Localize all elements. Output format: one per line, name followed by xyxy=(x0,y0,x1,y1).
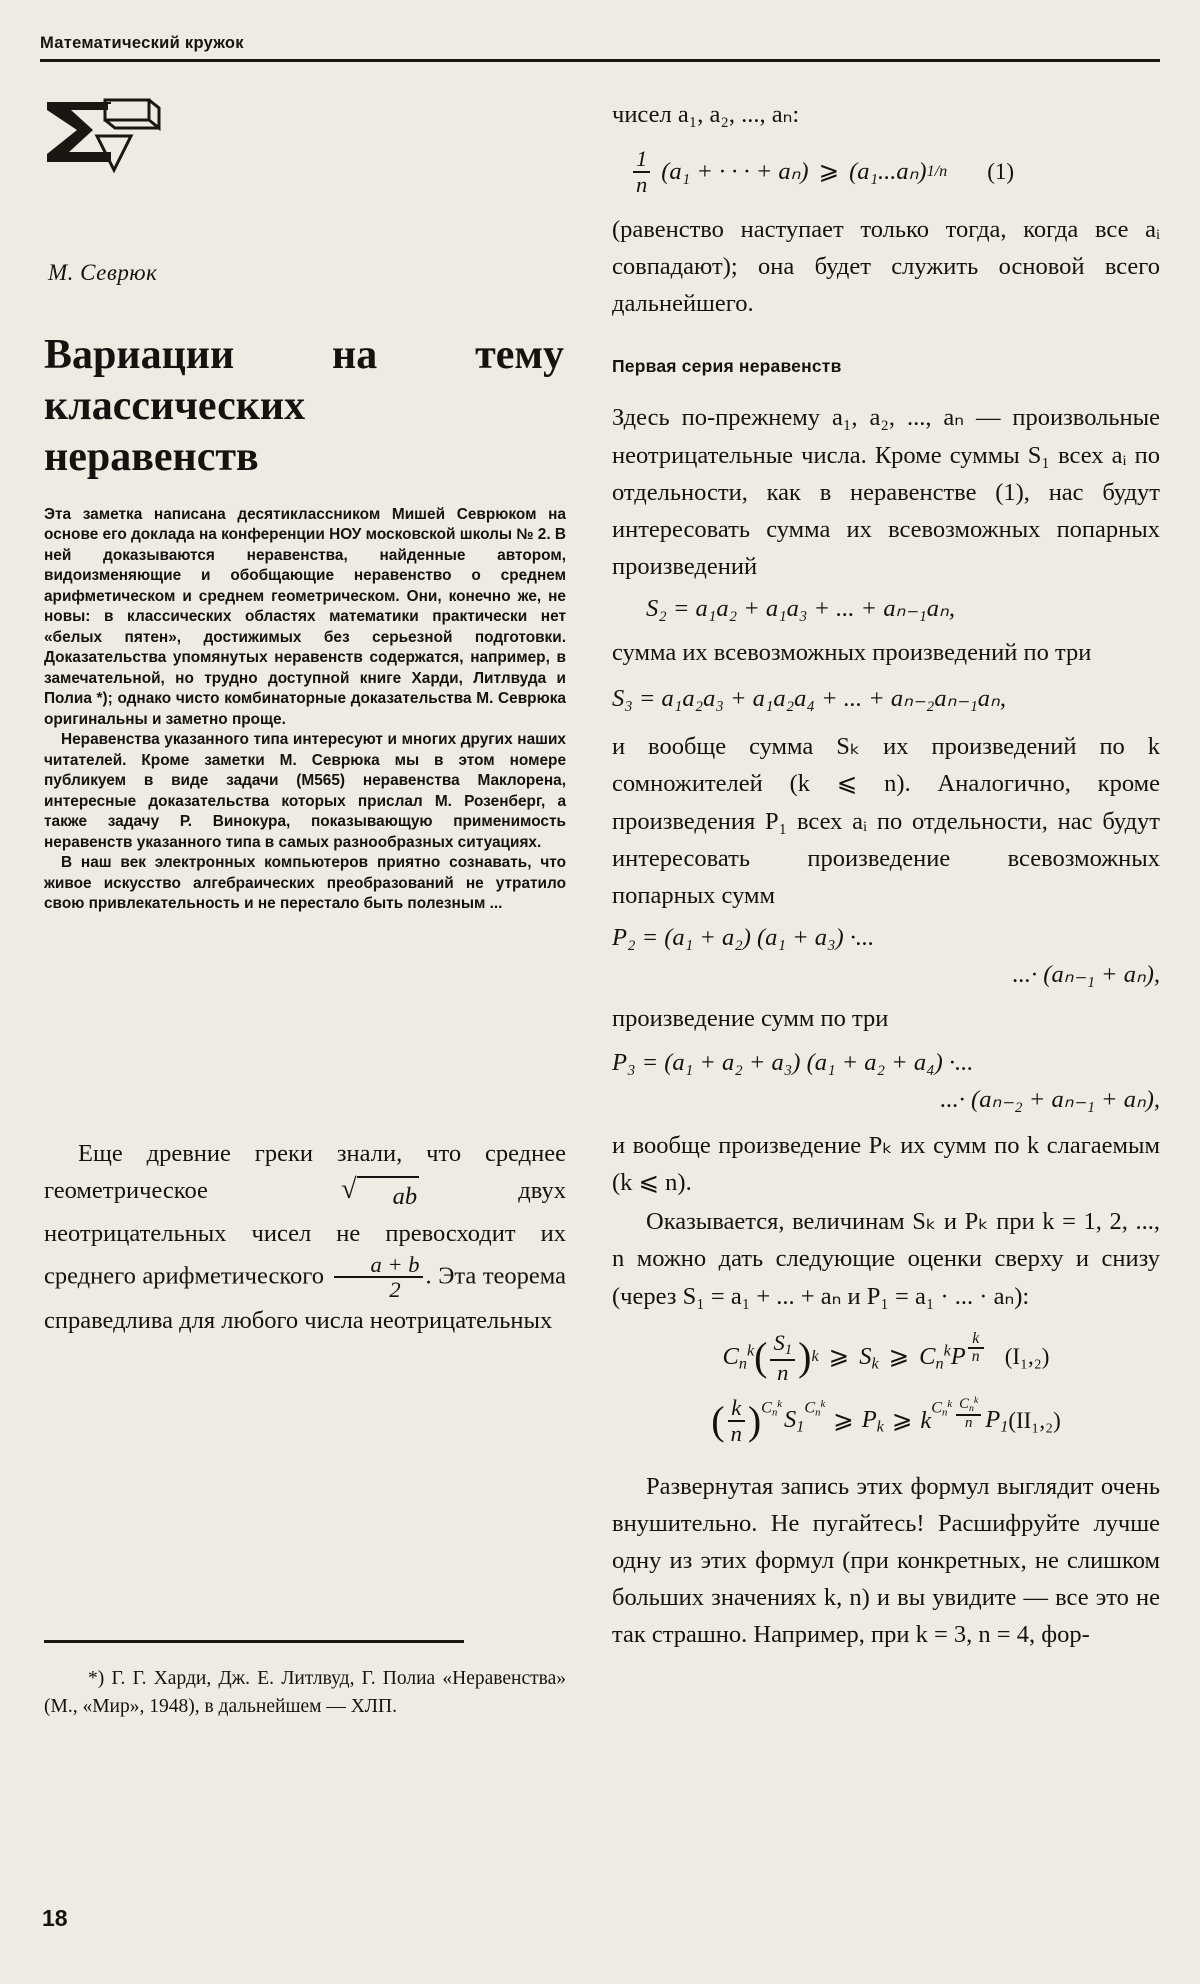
header-divider xyxy=(40,59,1160,62)
title-line-1 xyxy=(44,330,564,381)
radicand: ab xyxy=(357,1176,420,1215)
title-line-2: классических xyxy=(44,383,306,430)
equation-II-exp-num: $C_n^k$ xyxy=(959,1395,979,1415)
equation-p3-line-1-text: P₃ = (a₁ + a₂ + a₃) (a₁ + a₂ + a₄) ·... xyxy=(612,1049,974,1077)
equation-I-paren-open: ( xyxy=(754,1334,768,1380)
right-paragraph-4-text: произведение сумм по три xyxy=(612,1004,889,1032)
paragraph-after-eq1-text: (равенство наступает только тогда, когда все aᵢ совпадают); она будет служить основой всего дальнейшего. xyxy=(612,215,1160,318)
eq1-right-side: (a₁...aₙ) xyxy=(849,157,927,185)
equation-I-frac-num: $S_1$ xyxy=(773,1329,793,1358)
equation-II-P1: $P_1$ xyxy=(985,1405,1009,1436)
left-body-paragraph xyxy=(44,1135,566,1339)
equation-II-k-exponent: $C_n^k$ xyxy=(931,1398,953,1419)
right-paragraph-7 xyxy=(612,1468,1160,1654)
equation-II-frac-den: n xyxy=(730,1420,742,1446)
paragraph-after-eq1 xyxy=(612,211,1160,323)
equation-I-C: $C_n^k$ xyxy=(722,1342,755,1373)
equation-II-number: (II₁,₂) xyxy=(1008,1407,1061,1433)
right-paragraph-1 xyxy=(612,399,1160,585)
left-column-body xyxy=(44,1135,566,1339)
equation-p3-line-1 xyxy=(612,1045,1160,1082)
equation-II-exponent-C: $C_n^k$ xyxy=(761,1398,782,1419)
fraction-numerator: a + b xyxy=(370,1251,420,1277)
equation-II-S1-exponent: $C_n^k$ xyxy=(804,1398,826,1419)
title-line-3: неравенств xyxy=(44,434,259,481)
equation-II-Pk: $P_k$ xyxy=(861,1405,884,1436)
equation-I-exp-num: k xyxy=(972,1329,980,1347)
running-head-label: Математический кружок xyxy=(40,34,244,52)
intro-paragraph-3: В наш век электронных компьютеров приятно сознавать, что живое искусство алгебраических преобразований не утратило свою привлекательность и не перестало быть полезным ... xyxy=(44,854,566,913)
equation-I-fraction xyxy=(770,1331,795,1384)
equation-II-rel-1: ⩾ xyxy=(833,1406,854,1434)
equation-II-exp-den: n xyxy=(964,1415,973,1432)
equation-p3-line-2-text: ...· (aₙ₋₂ + aₙ₋₁ + aₙ), xyxy=(940,1085,1160,1113)
equation-s2 xyxy=(612,591,1160,628)
right-paragraph-6 xyxy=(612,1203,1160,1315)
equation-1-number: (1) xyxy=(987,158,1015,184)
author-byline: М. Севрюк xyxy=(48,260,158,285)
equation-s3-text: S₃ = a₁a₂a₃ + a₁a₂a₄ + ... + aₙ₋₂aₙ₋₁aₙ, xyxy=(612,685,1006,713)
footnote-divider xyxy=(44,1640,464,1643)
eq1-frac-denominator: n xyxy=(636,171,648,197)
equation-I-CP: $C_n^kP$ xyxy=(919,1342,966,1373)
equation-I-paren-close: ) xyxy=(798,1334,812,1380)
equation-I-rel-2: ⩾ xyxy=(888,1343,910,1371)
equation-II-paren-close: ) xyxy=(747,1397,762,1443)
footnote-marker: *) xyxy=(88,1668,105,1689)
left-body-part-2: двух неотрицательных чисел не превосходит их среднего арифметического xyxy=(44,1177,566,1289)
equation-I-frac-den: n xyxy=(777,1359,789,1385)
equation-p2-line-2 xyxy=(612,957,1160,994)
equation-s3 xyxy=(612,681,1160,718)
editorial-intro xyxy=(44,505,566,915)
title-word-1: Вариации xyxy=(44,332,235,378)
equation-I xyxy=(612,1331,1160,1384)
title-word-2: на xyxy=(332,332,378,378)
section-subhead: Первая серия неравенств xyxy=(612,356,842,377)
equation-II-exp-fraction xyxy=(956,1396,981,1432)
eq1-exponent: 1/n xyxy=(926,162,948,180)
right-paragraph-3 xyxy=(612,728,1160,914)
equation-I-rel-1: ⩾ xyxy=(828,1343,850,1371)
right-lead-in xyxy=(612,96,1160,133)
footnote xyxy=(44,1665,566,1722)
right-paragraph-1-text: Здесь по-прежнему a₁, a₂, ..., aₙ — произвольные неотрицательные числа. Кроме суммы S₁ всех aᵢ по отдельности, как в неравенстве (1), нас будут интересовать сумма их всевозможных попарных произведений xyxy=(612,404,1160,581)
right-column xyxy=(612,96,1160,1654)
equation-II xyxy=(612,1396,1160,1445)
page-number: 18 xyxy=(42,1905,68,1931)
title-word-3: тему xyxy=(475,332,564,378)
equation-I-exp-den: n xyxy=(971,1348,980,1366)
left-body-part-3: . Эта теорема справедлива для любого числа неотрицательных xyxy=(44,1262,566,1335)
fraction-denominator: 2 xyxy=(389,1277,401,1303)
running-head xyxy=(40,34,1160,62)
article-title xyxy=(44,330,564,484)
equation-II-paren-open: ( xyxy=(711,1397,725,1443)
right-paragraph-3-text: и вообще сумма Sₖ их произведений по k сомножителей (k ⩽ n). Аналогично, кроме произведения P₁ всех aᵢ по отдельности, нас будут интересовать произведение всевозможных попарных сумм xyxy=(612,733,1160,910)
right-paragraph-4 xyxy=(612,1000,1160,1037)
right-paragraph-2-text: сумма их всевозможных произведений по три xyxy=(612,639,1092,667)
equation-I-exponent-k: k xyxy=(811,1348,819,1366)
footnote-paragraph xyxy=(44,1665,566,1722)
radical-sign: √ xyxy=(341,1174,357,1206)
equation-I-Sk: $S_k$ xyxy=(859,1342,879,1373)
equation-1 xyxy=(612,147,1160,196)
right-paragraph-2 xyxy=(612,634,1160,671)
equation-II-fraction xyxy=(728,1396,745,1445)
equation-I-exp-fraction xyxy=(968,1331,984,1366)
equation-p2-line-1 xyxy=(612,920,1160,957)
equation-I-number: (I₁,₂) xyxy=(1004,1344,1050,1370)
equation-II-k: k xyxy=(920,1406,932,1434)
equation-II-rel-2: ⩾ xyxy=(891,1406,913,1434)
equation-p2-line-2-text: ...· (aₙ₋₁ + aₙ), xyxy=(1012,961,1160,989)
eq1-left-side: (a₁ + · · · + aₙ) xyxy=(661,157,809,185)
equation-p2-line-1-text: P₂ = (a₁ + a₂) (a₁ + a₃) ·... xyxy=(612,924,875,952)
right-paragraph-7-text: Развернутая запись этих формул выглядит очень внушительно. Не пугайтесь! Расшифруйте лучше одну из этих формул (при конкретных, не слишком больших значениях k, n) и вы увидите — все это не так страшно. Например, при k = 3, n = 4, фор- xyxy=(612,1472,1160,1649)
right-paragraph-6-text: Оказывается, величинам Sₖ и Pₖ при k = 1, 2, ..., n можно дать следующие оценки сверху и снизу (через S₁ = a₁ + ... + aₙ и P₁ = a₁ · ... · aₙ): xyxy=(612,1208,1160,1310)
eq1-relation: ⩾ xyxy=(818,157,840,185)
equation-II-S1: $S_1$ xyxy=(784,1405,805,1436)
sqrt-ab-expression xyxy=(307,1176,419,1215)
equation-II-frac-num: k xyxy=(731,1395,742,1421)
eq1-one-over-n xyxy=(633,147,650,196)
right-paragraph-5 xyxy=(612,1127,1160,1201)
fraction-a-plus-b-over-2 xyxy=(334,1253,423,1302)
right-lead-in-text: чисел a₁, a₂, ..., aₙ: xyxy=(612,101,800,128)
sigma-geometry-emblem-icon xyxy=(45,96,163,176)
equation-p3-line-2 xyxy=(612,1082,1160,1119)
intro-paragraph-1: Эта заметка написана десятиклассником Мишей Севрюком на основе его доклада на конференции НОУ московской школы № 2. В ней доказываются неравенства, найденные автором, видоизменяющие и обобщающие неравенство о среднем арифметическом и среднем геометрическом. Они, конечно же, не новы: в классических областях математики практически нет «белых пятен», достижимых без серьезной подготовки. Доказательства упомянутых неравенств содержатся, например, в замечательной, но трудно доступной книге Харди, Литлвуда и Полиа *); однако чисто комбинаторные доказательства М. Севрюка оригинальны и заметно проще. xyxy=(44,506,566,728)
eq1-frac-numerator: 1 xyxy=(636,146,648,172)
equation-s2-text: S₂ = a₁a₂ + a₁a₃ + ... + aₙ₋₁aₙ, xyxy=(646,595,955,623)
right-paragraph-5-text: и вообще произведение Pₖ их сумм по k слагаемым (k ⩽ n). xyxy=(612,1131,1160,1196)
footnote-text: Г. Г. Харди, Дж. Е. Литлвуд, Г. Полиа «Неравенства» (М., «Мир», 1948), в дальнейшем — ХЛП. xyxy=(44,1668,567,1718)
intro-paragraph-2: Неравенства указанного типа интересуют и многих других наших читателей. Кроме заметки М. Севрюка мы в этом номере публикуем в виде задачи (М565) неравенства Маклорена, интересные доказательства которых прислал М. Розенберг, а также задачу Р. Винокура, показывающую применимость неравенств указанного типа в самых разнообразных ситуациях. xyxy=(44,731,566,851)
left-body-part-1: Еще древние греки знали, что среднее геометрическое xyxy=(44,1140,566,1205)
